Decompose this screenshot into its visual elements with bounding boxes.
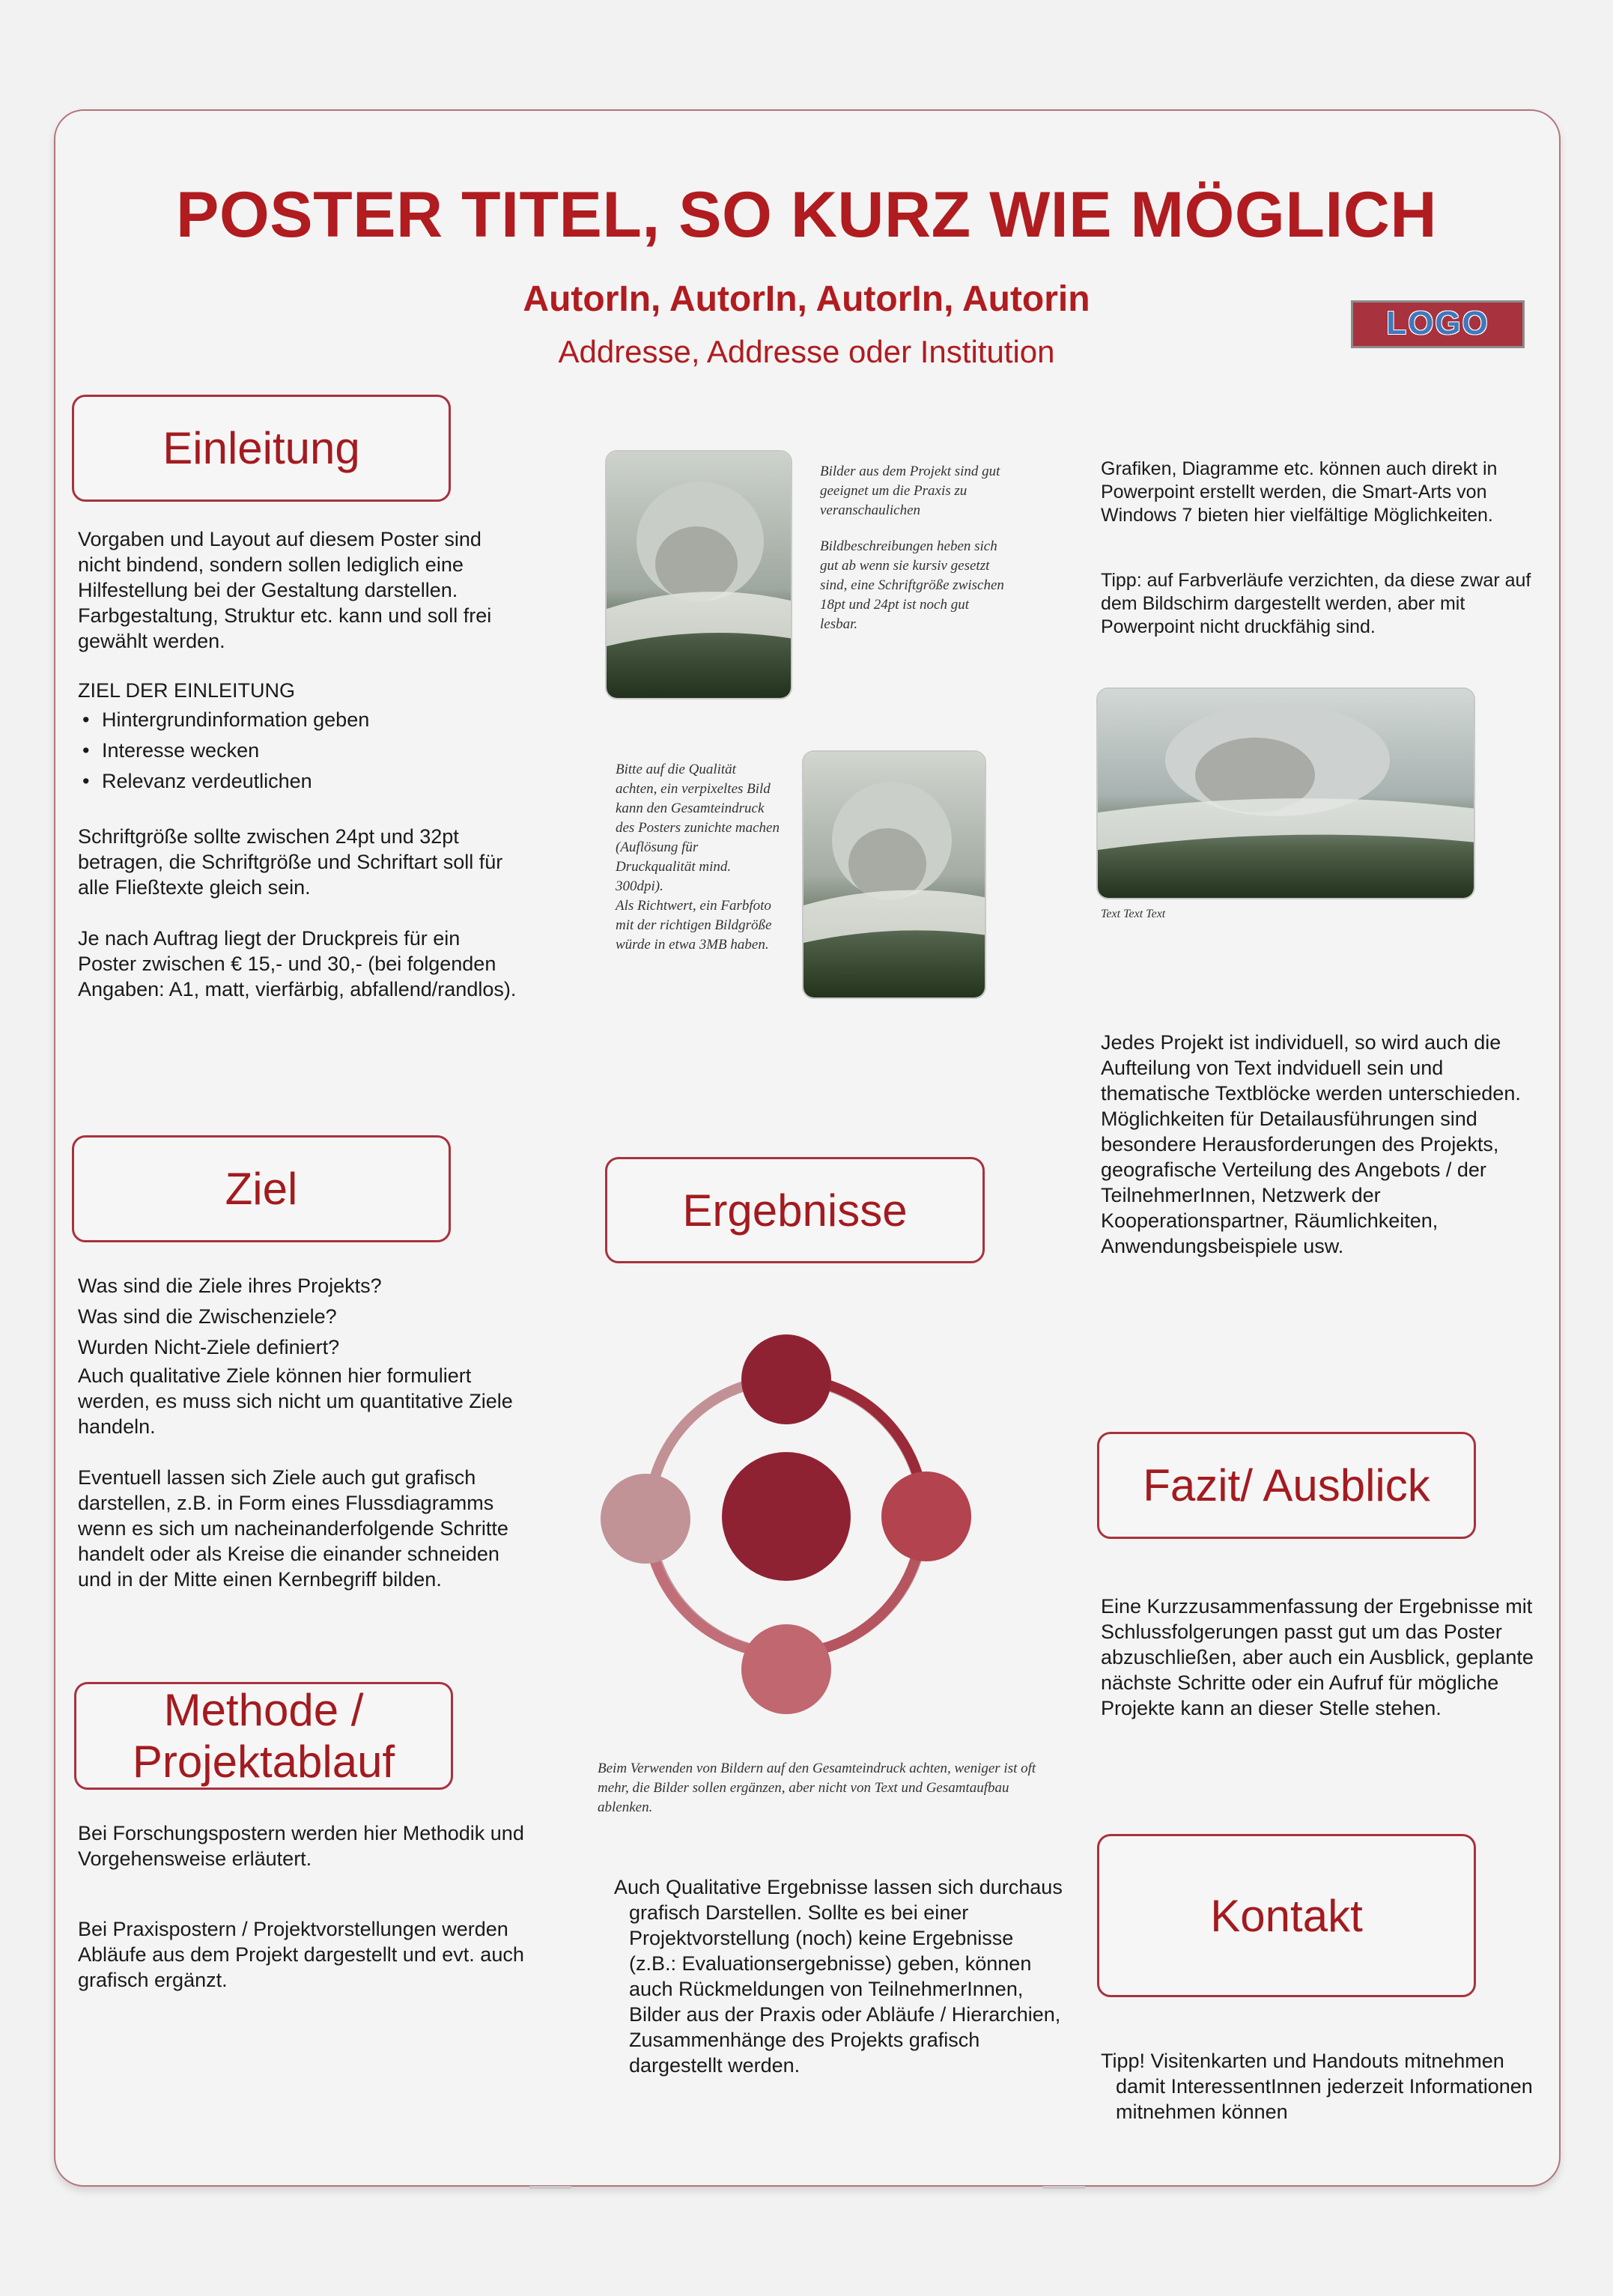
fazit-text: Eine Kurzzusammenfassung der Ergebnisse mit Schlussfolgerungen passt gut um das Poster abzuschließen, aber auch ein Ausblick, geplante nächste Schritte oder ein Aufruf für mögliche Projekte kann an dieser Stelle stehen. [1101, 1595, 1534, 1719]
einleitung-druck: Je nach Auftrag liegt der Druckpreis für ein Poster zwischen € 15,- und 30,- (bei folgenden Angaben: A1, matt, vierfärbig, abfallend/randlos). [78, 927, 517, 1000]
einleitung-bullets [78, 705, 520, 797]
ziel-body [78, 1271, 520, 1592]
project-photo-2 [802, 750, 986, 999]
projekt-text: Jedes Projekt ist individuell, so wird auch die Aufteilung von Text indviduell sein und thematische Textblöcke werden unterschieden. Möglichkeiten für Detailausführungen sind besondere Herausforderungen des Projekts, geografische Verteilung des Angebots / der TeilnehmerInnen, Netzwerk der Kooperationspartner, Räumlichkeiten, Anwendungsbeispiele usw. [1101, 1031, 1521, 1257]
project-photo-1 [605, 450, 792, 699]
heading-methode-line2: Projektablauf [132, 1737, 395, 1787]
list-item: • Interesse wecken [78, 735, 520, 766]
heading-fazit: Fazit/ Ausblick [1097, 1432, 1476, 1539]
photo-caption-2: Bildbeschreibungen heben sich gut ab wenn sie kursiv gesetzt sind, eine Schriftgröße zwischen 18pt und 24pt ist noch gut lesbar. [820, 538, 1004, 632]
einleitung-intro: Vorgaben und Layout auf diesem Poster sind nicht bindend, sondern sollen lediglich eine Hilfestellung bei der Gestaltung darstellen. Farbgestaltung, Struktur etc. kann und soll frei gewählt werden. [78, 528, 492, 652]
einleitung-schrift: Schriftgröße sollte zwischen 24pt und 32pt betragen, die Schriftgröße und Schriftart soll für alle Fließtexte gleich sein. [78, 825, 503, 899]
cycle-right-circle [881, 1472, 971, 1561]
photo-caption-1: Bilder aus dem Projekt sind gut geeignet um die Praxis zu veranschaulichen [820, 464, 1000, 518]
kontakt-paragraph: Tipp! Visitenkarten und Handouts mitnehmen damit InteressentInnen jederzeit Informationen mitnehmen können [1101, 2050, 1533, 2123]
heading-einleitung: Einleitung [72, 395, 451, 502]
cycle-left-circle [601, 1474, 690, 1564]
diagram-caption: Beim Verwenden von Bildern auf den Gesamteindruck achten, weniger ist oft mehr, die Bilder sollen ergänzen, aber nicht von Text und Gesamtaufbau ablenken. [598, 1761, 1036, 1815]
photo-caption-3a: Bitte auf die Qualität achten, ein verpixeltes Bild kann den Gesamteindruck des Posters zunichte machen (Auflösung für Druckqualität mind. 300dpi). [616, 762, 780, 894]
footer-tab-left [529, 2186, 571, 2189]
cycle-diagram [595, 1333, 984, 1722]
project-photo-3 [1096, 687, 1475, 899]
methode-body [78, 1820, 527, 1993]
cycle-arc-bottom-left [651, 1546, 752, 1650]
cycle-top-circle [741, 1334, 831, 1424]
photo-caption-3-text: Text Text Text [1101, 908, 1166, 920]
heading-kontakt: Kontakt [1097, 1834, 1476, 1997]
photo-caption-3 [616, 760, 780, 955]
photo-caption-3b: Als Richtwert, ein Farbfoto mit der richtigen Bildgröße würde in etwa 3MB haben. [616, 898, 772, 953]
einleitung-body [78, 526, 520, 1002]
ergebnisse-paragraph: Auch Qualitative Ergebnisse lassen sich durchaus grafisch Darstellen. Sollte es bei einer Projektvorstellung (noch) keine Ergebnisse (z.B.: Evaluationsergebnisse) geben, können auch Rückmeldungen von TeilnehmerInnen, Bilder aus der Praxis oder Abläufe / Hierarchien, Zusammenhänge des Projekts grafisch dargestellt werden. [614, 1876, 1063, 2077]
footer-tab-right [1043, 2186, 1085, 2189]
ergebnisse-text [614, 1874, 1063, 2078]
heading-methode [74, 1682, 453, 1790]
grafiken-text: Grafiken, Diagramme etc. können auch direkt in Powerpoint erstellt werden, die Smart-Arts von Windows 7 bieten hier vielfältige Möglichkeiten. [1101, 458, 1498, 526]
heading-methode-line1: Methode / [163, 1685, 364, 1735]
list-item: • Hintergrundinformation geben [78, 705, 520, 735]
methode-p2: Bei Praxispostern / Projektvorstellungen werden Abläufe aus dem Projekt dargestellt und evt. auch grafisch ergänzt. [78, 1918, 524, 1991]
heading-ergebnisse: Ergebnisse [605, 1157, 985, 1263]
authors: AutorIn, AutorIn, AutorIn, Autorin [523, 279, 1090, 319]
cycle-center-circle [722, 1452, 851, 1581]
list-item: • Relevanz verdeutlichen [78, 766, 520, 797]
address: Addresse, Addresse oder Institution [558, 334, 1055, 369]
tipp-text: Tipp: auf Farbverläufe verzichten, da diese zwar auf dem Bildschirm dargestellt werden, aber mit Powerpoint nicht druckfähig sind. [1101, 570, 1531, 637]
poster-title: POSTER TITEL, SO KURZ WIE MÖGLICH [176, 179, 1437, 251]
einleitung-ziel-label: ZIEL DER EINLEITUNG [78, 679, 296, 702]
logo: LOGO [1351, 300, 1525, 348]
ziel-q2: Was sind die Zwischenziele? [78, 1305, 337, 1328]
photo-child-hammock-1 [607, 452, 792, 699]
cycle-bottom-circle [741, 1624, 831, 1714]
photo-child-hammock-3 [1098, 689, 1475, 899]
ziel-q1: Was sind die Ziele ihres Projekts? [78, 1275, 382, 1297]
ziel-q3: Wurden Nicht-Ziele definiert? [78, 1336, 340, 1358]
heading-ziel: Ziel [72, 1135, 451, 1242]
ziel-p2: Eventuell lassen sich Ziele auch gut grafisch darstellen, z.B. in Form eines Flussdiagramms wenn es sich um nacheinanderfolgende Schritte handelt oder als Kreise die einander schneiden und in der Mitte einen Kernbegriff bilden. [78, 1466, 508, 1591]
ziel-p1: Auch qualitative Ziele können hier formuliert werden, es muss sich nicht um quantitative Ziele handeln. [78, 1364, 513, 1438]
kontakt-text [1101, 2048, 1550, 2125]
photo-child-hammock-2 [804, 752, 986, 999]
methode-p1: Bei Forschungspostern werden hier Methodik und Vorgehensweise erläutert. [78, 1822, 524, 1870]
